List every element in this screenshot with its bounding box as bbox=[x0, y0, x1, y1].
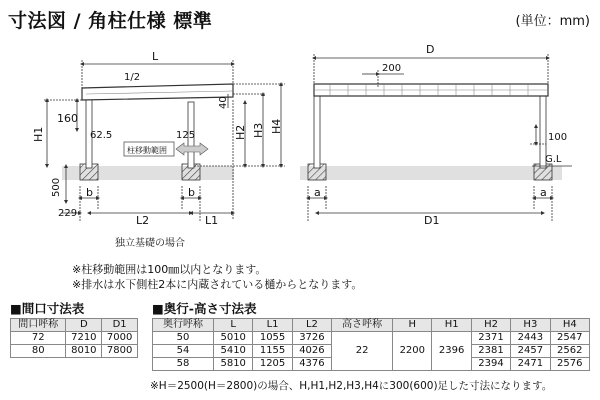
table-cell: 7800 bbox=[102, 345, 138, 358]
table-header-cell: 高さ呼称 bbox=[332, 319, 393, 332]
label-229: 229 bbox=[58, 208, 78, 219]
table-cell: 5010 bbox=[214, 332, 253, 345]
depth-height-table bbox=[152, 318, 590, 371]
label-a-right: a bbox=[540, 186, 547, 199]
table-cell: 2576 bbox=[550, 358, 589, 371]
table-cell: 1055 bbox=[253, 332, 292, 345]
table-header-cell: L bbox=[214, 319, 253, 332]
table-cell: 2394 bbox=[471, 358, 510, 371]
front-post-left bbox=[314, 96, 320, 168]
table-cell: 2457 bbox=[511, 345, 550, 358]
label-H1: H1 bbox=[32, 126, 45, 142]
table-cell: 1205 bbox=[253, 358, 292, 371]
move-range-label: 柱移動範囲 bbox=[127, 146, 167, 155]
table-cell: 5410 bbox=[214, 345, 253, 358]
table-header-cell: 間口呼称 bbox=[11, 319, 66, 332]
footer-note: ※H＝2500(H＝2800)の場合、H,H1,H2,H3,H4に300(600)足した寸法になります。 bbox=[150, 380, 553, 392]
table-header-cell: D1 bbox=[102, 319, 138, 332]
table-header-row bbox=[153, 319, 590, 332]
table-cell: 2381 bbox=[471, 345, 510, 358]
table-cell: 80 bbox=[11, 345, 66, 358]
table2-title: ■奥行-高さ寸法表 bbox=[152, 301, 257, 316]
table-cell: 4026 bbox=[292, 345, 331, 358]
table-header-cell: D bbox=[66, 319, 102, 332]
table-cell: 2443 bbox=[511, 332, 550, 345]
table-header-cell: H1 bbox=[432, 319, 471, 332]
note-move-range: ※柱移動範囲は100㎜以内となります。 bbox=[72, 263, 267, 276]
label-a-left: a bbox=[314, 186, 321, 199]
table-cell: 8010 bbox=[66, 345, 102, 358]
table-cell: 1155 bbox=[253, 345, 292, 358]
table-row bbox=[11, 345, 138, 358]
table-header-row bbox=[11, 319, 138, 332]
table-cell: 7000 bbox=[102, 332, 138, 345]
label-200: 200 bbox=[382, 63, 402, 74]
label-100: 100 bbox=[548, 132, 568, 143]
note-drainage: ※排水は水下側柱2本に内蔵されている樋からとなります。 bbox=[72, 278, 363, 291]
page-title: 寸法図 / 角柱仕様 標準 bbox=[8, 10, 213, 32]
label-slope: 1/2 bbox=[124, 72, 141, 83]
front-ground bbox=[300, 166, 562, 180]
label-L2: L2 bbox=[136, 214, 150, 227]
table-cell: 2471 bbox=[511, 358, 550, 371]
table-row bbox=[11, 332, 138, 345]
label-L: L bbox=[152, 50, 159, 63]
table-cell: 2396 bbox=[432, 332, 471, 371]
table-cell: 5810 bbox=[214, 358, 253, 371]
table-header-cell: L2 bbox=[292, 319, 331, 332]
label-b-right: b bbox=[188, 186, 195, 199]
table-cell: 58 bbox=[153, 358, 214, 371]
label-125: 125 bbox=[176, 130, 196, 141]
table-cell: 22 bbox=[332, 332, 393, 371]
label-H3: H3 bbox=[252, 122, 265, 138]
label-D: D bbox=[426, 43, 435, 56]
table-cell: 50 bbox=[153, 332, 214, 345]
table-cell: 3726 bbox=[292, 332, 331, 345]
table-cell: 72 bbox=[11, 332, 66, 345]
table-cell: 4376 bbox=[292, 358, 331, 371]
table-cell: 54 bbox=[153, 345, 214, 358]
side-caption: 独立基礎の場合 bbox=[115, 238, 185, 249]
side-roof bbox=[82, 84, 233, 100]
table-cell: 2371 bbox=[471, 332, 510, 345]
label-160: 160 bbox=[57, 112, 78, 125]
frontage-table bbox=[10, 318, 138, 358]
label-H4: H4 bbox=[270, 118, 283, 134]
table-row bbox=[153, 332, 590, 345]
label-40: 40 bbox=[218, 96, 229, 109]
label-500: 500 bbox=[51, 177, 62, 197]
front-view bbox=[300, 54, 572, 222]
table-header-cell: H2 bbox=[471, 319, 510, 332]
side-view bbox=[44, 60, 285, 222]
unit-label: (単位：mm) bbox=[515, 14, 590, 29]
table-header-cell: L1 bbox=[253, 319, 292, 332]
table-cell: 2200 bbox=[393, 332, 432, 371]
label-L1: L1 bbox=[205, 214, 219, 227]
table1-title: ■間口寸法表 bbox=[10, 301, 85, 316]
label-GL: G.L bbox=[545, 154, 562, 165]
table-header-cell: H bbox=[393, 319, 432, 332]
label-62-5: 62.5 bbox=[90, 130, 113, 141]
table-header-cell: 奥行呼称 bbox=[153, 319, 214, 332]
table-header-cell: H3 bbox=[511, 319, 550, 332]
table-cell: 2547 bbox=[550, 332, 589, 345]
table-cell: 7210 bbox=[66, 332, 102, 345]
label-H2: H2 bbox=[234, 124, 247, 140]
label-b-left: b bbox=[86, 186, 93, 199]
label-D1: D1 bbox=[424, 214, 440, 227]
table-header-cell: H4 bbox=[550, 319, 589, 332]
table-cell: 2562 bbox=[550, 345, 589, 358]
